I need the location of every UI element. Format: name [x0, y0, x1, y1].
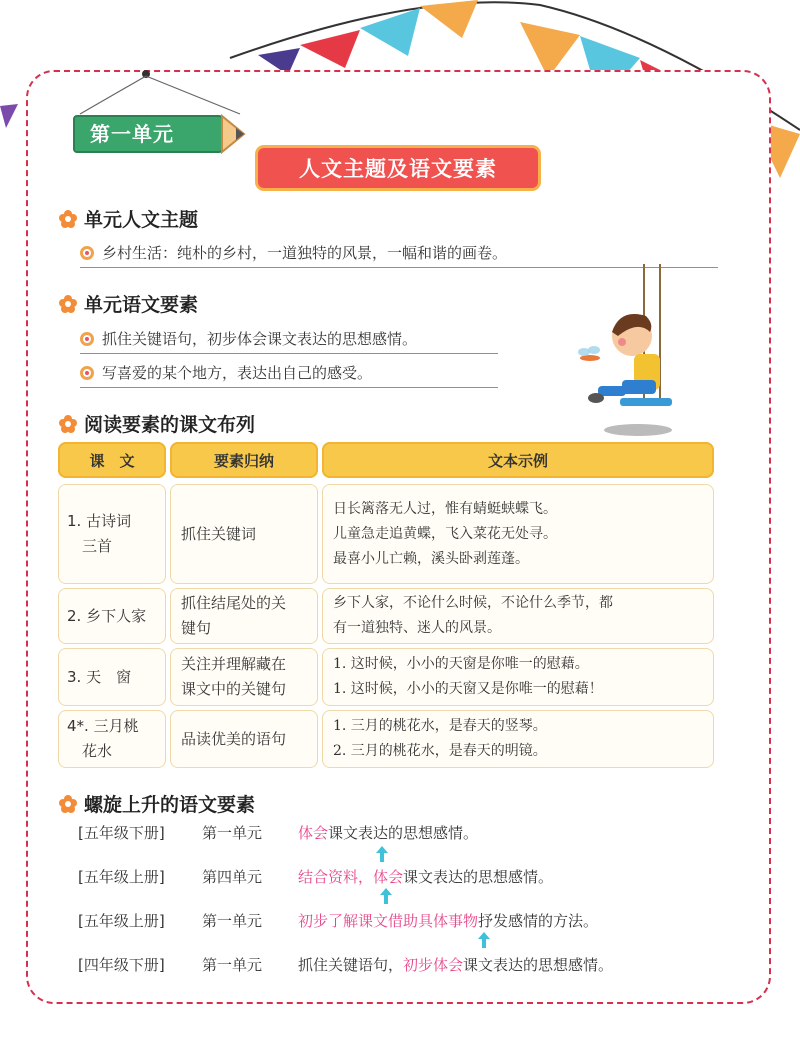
table-row [58, 648, 718, 706]
lesson-cell [58, 484, 166, 584]
element-item [80, 328, 498, 354]
table-row [58, 588, 718, 644]
tag-string [72, 72, 252, 118]
summary-line: 课文中的关键句 [181, 680, 287, 698]
column-header: 要素归纳 [170, 442, 318, 478]
lesson-cell [58, 588, 166, 644]
theme-heading [58, 205, 198, 232]
lesson-line: 花水 [67, 742, 113, 760]
summary-line: 抓住关键词 [181, 524, 257, 543]
spiral-row [78, 910, 598, 931]
unit-label: 第一单元 [202, 956, 263, 974]
plain-text: 抓住关键语句， [298, 956, 404, 974]
example-line: 最喜小儿亡赖，溪头卧剥莲蓬。 [333, 550, 529, 567]
theme-item-text: 乡村生活：纯朴的乡村，一道独特的风景，一幅和谐的画卷。 [102, 244, 508, 262]
bullet-icon [80, 366, 94, 380]
requirement-text [298, 866, 553, 887]
requirement-text [298, 822, 478, 843]
table-row [58, 710, 718, 768]
spiral-heading [58, 790, 255, 817]
unit-tag: 第一单元 [90, 122, 174, 146]
summary-line: 关注并理解藏在 [181, 655, 287, 673]
requirement-text [298, 954, 613, 975]
summary-cell [170, 484, 318, 584]
flower-icon [58, 294, 78, 314]
up-arrow-icon [376, 846, 388, 862]
example-cell [322, 484, 714, 584]
element-item [80, 362, 498, 388]
plain-text: 课文表达的思想感情。 [403, 868, 554, 886]
summary-cell [170, 710, 318, 768]
example-line: 儿童急走追黄蝶，飞入菜花无处寻。 [333, 525, 557, 542]
page-title [258, 148, 538, 188]
unit-label: 第四单元 [202, 868, 263, 886]
example-cell [322, 710, 714, 768]
summary-cell [170, 648, 318, 706]
example-line: 乡下人家，不论什么时候，不论什么季节，都 [333, 595, 613, 611]
spiral-heading-text: 螺旋上升的语文要素 [84, 794, 256, 816]
highlight-text: 结合资料， [298, 868, 374, 886]
example-line: 有一道独特、迷人的风景。 [333, 620, 501, 636]
lesson-table [58, 442, 718, 772]
bullet-icon [80, 332, 94, 346]
plain-text: 课文表达的思想感情。 [463, 956, 614, 974]
highlight-text: 初步体会 [403, 956, 464, 974]
example-line: 2. 三月的桃花水，是春天的明镜。 [333, 743, 547, 759]
lesson-line: 4*. 三月桃 [67, 717, 139, 735]
lesson-cell [58, 710, 166, 768]
summary-line: 键句 [181, 619, 212, 637]
up-arrow-icon [478, 932, 490, 948]
lesson-line: 三首 [67, 537, 113, 555]
element-heading [58, 290, 198, 317]
flower-icon [58, 209, 78, 229]
flower-icon [58, 794, 78, 814]
unit-label: 第一单元 [202, 912, 263, 930]
requirement-text [298, 910, 598, 931]
lesson-line: 3. 天 窗 [67, 667, 132, 686]
lesson-line: 1. 古诗词 [67, 512, 132, 530]
spiral-row [78, 822, 478, 843]
highlight-text: 初步了解课文借助具体事物 [298, 912, 479, 930]
highlight-text: 体会 [298, 824, 329, 842]
example-cell [322, 648, 714, 706]
theme-heading-text: 单元人文主题 [84, 209, 199, 231]
grade-label: [五年级上册] [78, 912, 165, 930]
element-item-text: 抓住关键语句，初步体会课文表达的思想感情。 [102, 330, 418, 348]
example-line: 日长篱落无人过，惟有蜻蜓蛱蝶飞。 [333, 500, 557, 517]
example-line: 1. 这时候，小小的天窗又是你唯一的慰藉！ [333, 681, 603, 697]
grade-label: [五年级下册] [78, 824, 165, 842]
example-line: 1. 这时候，小小的天窗是你唯一的慰藉。 [333, 656, 589, 672]
grade-label: [五年级上册] [78, 868, 165, 886]
column-header: 课 文 [58, 442, 166, 478]
bullet-icon [80, 246, 94, 260]
element-heading-text: 单元语文要素 [84, 294, 199, 316]
table-row [58, 484, 718, 584]
highlight-text: 体会 [373, 868, 404, 886]
lesson-line: 2. 乡下人家 [67, 606, 147, 625]
page-title-text: 人文主题及语文要素 [299, 157, 497, 181]
summary-cell [170, 588, 318, 644]
flower-icon [58, 414, 78, 434]
up-arrow-icon [380, 888, 392, 904]
lesson-cell [58, 648, 166, 706]
plain-text: 抒发感情的方法。 [478, 912, 599, 930]
grade-label: [四年级下册] [78, 956, 165, 974]
plain-text: 课文表达的思想感情。 [328, 824, 479, 842]
table-header [58, 442, 718, 478]
unit-label: 第一单元 [202, 824, 263, 842]
summary-line: 品读优美的语句 [181, 729, 287, 748]
column-header: 文本示例 [322, 442, 714, 478]
element-item-text: 写喜爱的某个地方，表达出自己的感受。 [102, 364, 373, 382]
example-cell [322, 588, 714, 644]
reading-heading [58, 410, 255, 437]
spiral-row [78, 866, 553, 887]
summary-line: 抓住结尾处的关 [181, 594, 287, 612]
example-line: 1. 三月的桃花水，是春天的竖琴。 [333, 718, 547, 734]
reading-heading-text: 阅读要素的课文布列 [84, 414, 256, 436]
spiral-row [78, 954, 613, 975]
child-on-swing-illustration [560, 262, 700, 442]
